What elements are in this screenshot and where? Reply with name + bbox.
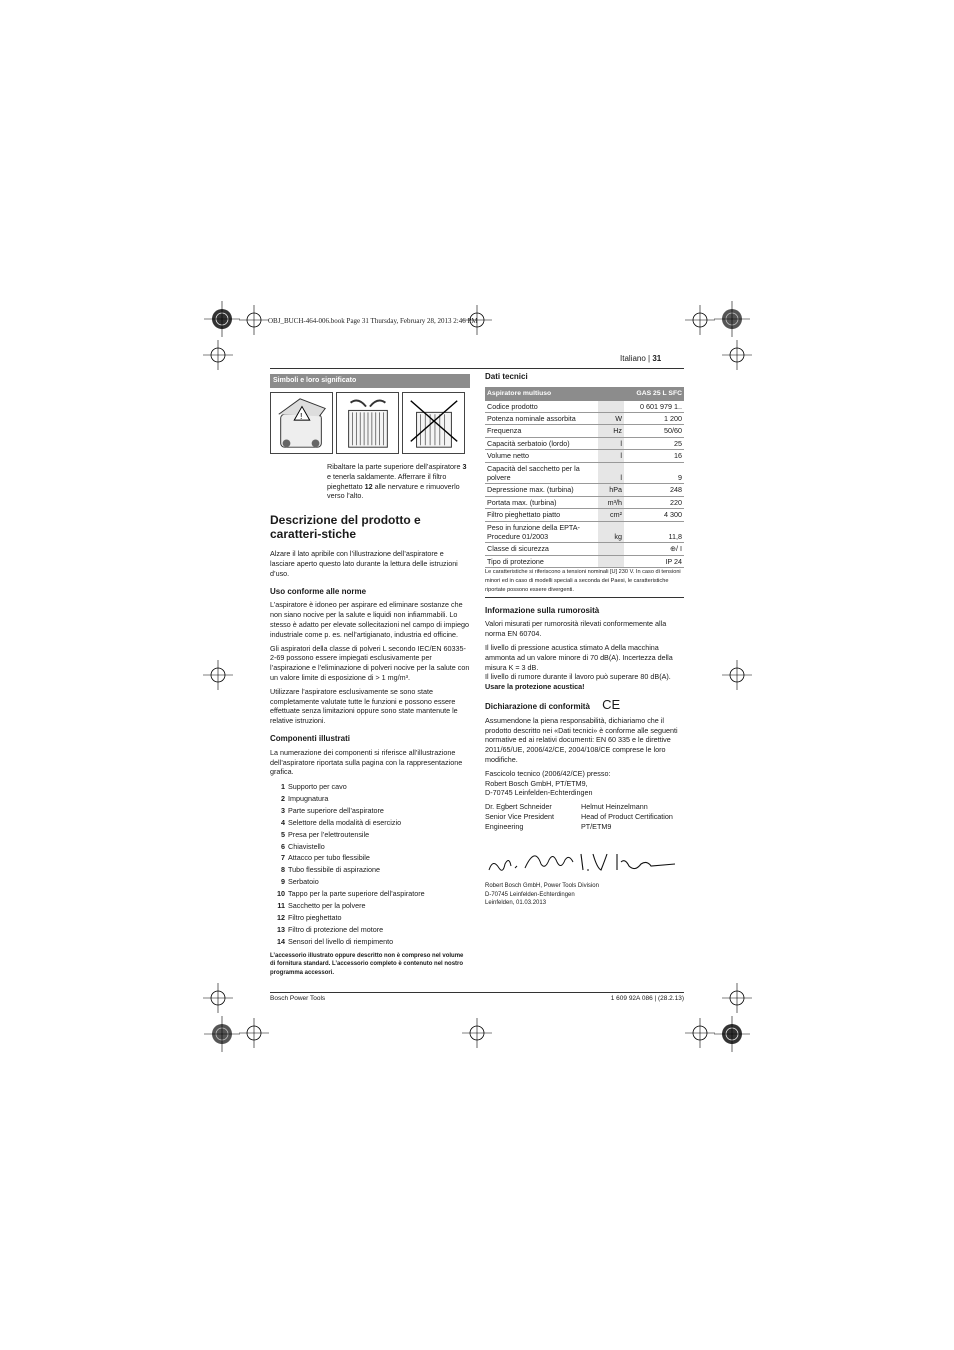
crop-target	[203, 660, 233, 690]
use-paragraph-2: Gli aspiratori della classe di polveri L secondo IEC/EN 60335-2-69 possono essere impiegati esclusivamente per l’aspirazione e l’eliminazione di polveri nocive per la salute con un valore limite di esposizione di > 1 mg/m³.	[270, 643, 470, 682]
noise-warning: Usare la protezione acustica!	[485, 682, 585, 692]
registration-mark	[204, 301, 240, 337]
list-item: 13 Filtro di protezione del motore	[277, 924, 384, 934]
crop-target	[203, 340, 233, 370]
protection-class-value: ⊕/ I	[624, 543, 684, 555]
caption-text: Ribaltare la parte superiore dell’aspiratore	[327, 462, 461, 471]
conformity-heading	[485, 697, 684, 713]
list-item: 4 Selettore della modalità di esercizio	[281, 817, 402, 827]
conformity-title: Dichiarazione di conformità	[485, 702, 590, 712]
caption-ref: 12	[364, 481, 373, 491]
page-language: Italiano	[620, 354, 646, 363]
parts-list	[270, 781, 470, 947]
noise-title: Informazione sulla rumorosità	[485, 605, 600, 615]
table-row: Volume netto l 16	[487, 451, 682, 461]
noise-paragraph-3: Il livello di rumore durante il lavoro può superare 80 dB(A).	[485, 672, 671, 682]
components-title: Componenti illustrati	[270, 733, 350, 743]
header-rule	[270, 368, 684, 369]
company-address: Robert Bosch GmbH, Power Tools Division D-70745 Leinfelden-Echterdingen Leinfelden, 01.03.2013	[485, 883, 599, 907]
table-row: Filtro pieghettato piatto cm² 4 300	[487, 510, 682, 520]
signatures-image	[485, 840, 684, 880]
list-item: 5 Presa per l’elettroutensile	[281, 829, 370, 839]
noise-paragraph-1: Valori misurati per rumorosità rilevati conformemente alla norma EN 60704.	[485, 619, 667, 639]
crop-target	[203, 983, 233, 1013]
table-row: Potenza nominale assorbita W 1 200	[487, 414, 682, 423]
symbols-title: Simboli e loro significato	[270, 374, 470, 388]
table-row: Peso in funzione della EPTA-Procedure 01/2003 kg 11,8	[487, 522, 682, 542]
page-header: Italiano | 31	[620, 354, 662, 363]
print-header: OBJ_BUCH-464-006.book Page 31 Thursday, February 28, 2013 2:46 PM	[268, 317, 478, 325]
illustration-no-filter	[402, 392, 465, 454]
table-row: Capacità serbatoio (lordo) l 25	[487, 438, 682, 448]
table-row: Portata max. (turbina) m³/h 220	[487, 497, 682, 507]
caption-text: alle nervature e rimuoverlo verso l’alto.	[327, 481, 460, 501]
crop-target	[462, 1018, 492, 1048]
svg-text:!: !	[300, 411, 303, 422]
description-intro: Alzare il lato apribile con l’illustrazione dell’aspiratore e lasciare aperto questo lato durante la lettura delle istruzioni d’uso.	[270, 549, 458, 578]
technical-file: Fascicolo tecnico (2006/42/CE) presso: Robert Bosch GmbH, PT/ETM9, D-70745 Leinfelden-Echterdingen	[485, 768, 611, 798]
signers	[485, 802, 684, 831]
table-header-row	[485, 387, 684, 401]
list-item: 8 Tubo flessibile di aspirazione	[281, 865, 381, 875]
accessory-note: L’accessorio illustrato oppure descritto non è compreso nel volume di fornitura standard. L’accessorio completo è contenuto nel nostro programma accessori.	[270, 952, 464, 976]
table-row: Tipo di protezione IP 24	[487, 556, 682, 566]
list-item: 14 Sensori del livello di riempimento	[277, 936, 394, 946]
footer-code: 1 609 92A 086 | (28.2.13)	[610, 995, 684, 1002]
table-row: Classe di sicurezza ⊕/ I	[487, 544, 682, 554]
table-row: Frequenza Hz 50/60	[487, 426, 682, 436]
footer-rule	[270, 992, 684, 993]
footer-brand: Bosch Power Tools	[270, 995, 326, 1002]
symbol-illustrations	[270, 392, 470, 454]
description-title: Descrizione del prodotto e caratteri-stiche	[270, 513, 421, 542]
page-number: 31	[652, 354, 662, 363]
noise-paragraph-2: Il livello di pressione acustica stimato A della macchina ammonta ad un valore minore di 70 dB(A). Incertezza della misura K = 3 dB.	[485, 643, 673, 672]
list-item: 9 Serbatoio	[281, 877, 319, 887]
registration-mark	[714, 1016, 750, 1052]
caption-text: e tenerla saldamente. Afferrare il filtro pieghettato	[327, 471, 447, 491]
crop-target	[722, 660, 752, 690]
ce-mark-icon: CE	[602, 697, 621, 713]
signer-2: Helmut Heinzelmann Head of Product Certification PT/ETM9	[581, 802, 673, 831]
illustration-filter-grip	[336, 392, 399, 454]
technical-note: Le caratteristiche si riferiscono a tensioni nominali [U] 230 V. In caso di tensioni minori ed in caso di modelli speciali a seconda dei Paesi, le caratteristiche riportate possono essere divergenti.	[485, 568, 684, 597]
caption-ref: 3	[462, 462, 467, 471]
left-column	[270, 374, 470, 981]
table-row: Capacità del sacchetto per la polvere l 9	[487, 463, 682, 483]
list-item: 3 Parte superiore dell’aspiratore	[281, 805, 384, 815]
registration-mark	[714, 301, 750, 337]
crop-target	[685, 305, 715, 335]
use-title: Uso conforme alle norme	[270, 586, 367, 596]
crop-target	[239, 305, 269, 335]
spec-header-model: GAS 25 L SFC	[624, 387, 684, 401]
list-item: 12 Filtro pieghettato	[277, 912, 342, 922]
conformity-paragraph: Assumendone la piena responsabilità, dichiariamo che il prodotto descritto nei «Dati tecnici» è conforme alle seguenti normative ed ai relativi documenti: EN 60 335 e le direttive 2011/65/UE, 2006/42/CE, 2004/108/CE comprese le loro modifiche.	[485, 715, 678, 765]
list-item: 10 Tappo per la parte superiore dell’aspiratore	[277, 889, 425, 899]
crop-target	[239, 1018, 269, 1048]
use-paragraph-3: Utilizzare l’aspiratore esclusivamente se sono state completamente valutate tutte le funzioni e possono essere effettuate senza limitazioni oppure sono state mantenute le relative istruzioni.	[270, 686, 458, 726]
list-item: 11 Sacchetto per la polvere	[277, 901, 366, 911]
spec-header-label: Aspiratore multiuso	[485, 387, 624, 401]
protection-class-icon: ⊕	[669, 544, 676, 554]
list-item: 7 Attacco per tubo flessibile	[281, 853, 370, 863]
technical-title: Dati tecnici	[485, 372, 528, 381]
crop-target	[685, 1018, 715, 1048]
illustration-open-lid	[270, 392, 333, 454]
registration-mark	[204, 1016, 240, 1052]
signer-1: Dr. Egbert Schneider Senior Vice President Engineering	[485, 802, 554, 831]
table-row: Codice prodotto 0 601 979 1..	[487, 401, 682, 411]
spec-table	[485, 387, 684, 568]
list-item: 6 Chiavistello	[281, 841, 325, 851]
use-paragraph-1: L’aspiratore è idoneo per aspirare ed eliminare sostanze che non siano nocive per la salute e liquidi non infiammabili. Lo stesso è adatto per elevate sollecitazioni nel campo di impiego industriale come p. es. nell’artigianato, industria ed officine.	[270, 600, 469, 639]
list-item: 1 Supporto per cavo	[281, 782, 347, 792]
symbols-caption	[327, 462, 470, 501]
crop-target	[722, 340, 752, 370]
crop-target	[722, 983, 752, 1013]
components-intro: La numerazione dei componenti si riferisce all’illustrazione dell’aspiratore riportata sulla pagina con la rappresentazione grafica.	[270, 747, 463, 777]
table-row: Depressione max. (turbina) hPa 248	[487, 485, 682, 495]
list-item: 2 Impugnatura	[281, 794, 329, 804]
right-column	[485, 372, 684, 908]
